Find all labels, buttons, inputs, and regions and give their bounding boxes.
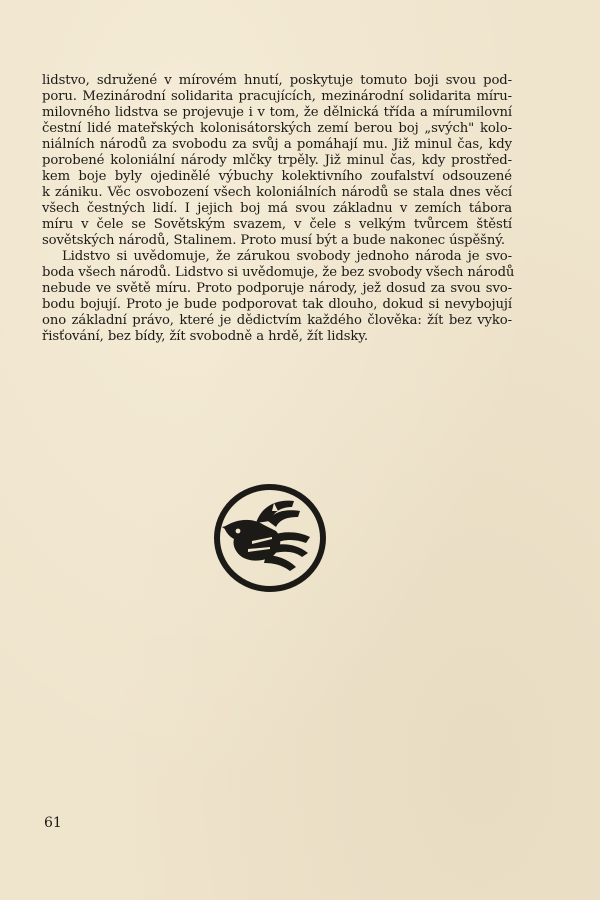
body-text	[42, 73, 515, 345]
text-line: porobené koloniální národy mlčky trpěly. Již minul čas, kdy prostřed-	[42, 153, 512, 168]
text-line: řisťování, bez bídy, žít svobodně a hrdě, žít lidsky.	[42, 329, 368, 344]
text-line: sovětských národů, Stalinem. Proto musí být a bude nakonec úspěšný.	[42, 233, 505, 248]
text-line: boda všech národů. Lidstvo si uvědomuje, že bez svobody všech národů	[42, 265, 515, 280]
text-line: poru. Mezinárodní solidarita pracujících, mezinárodní solidarita míru-	[42, 89, 512, 104]
text-line: kem boje byly ojedinělé výbuchy kolektivního zoufalství odsouzené	[42, 169, 512, 184]
text-line: ono základní právo, které je dědictvím každého člověka: žít bez vyko-	[42, 313, 512, 328]
dove-in-circle-icon	[212, 481, 328, 595]
text-line: bodu bojují. Proto je bude podporovat tak dlouho, dokud si nevybojují	[42, 297, 512, 312]
text-line: k zániku. Věc osvobození všech koloniálních národů se stala dnes věcí	[42, 185, 512, 200]
text-line: milovného lidstva se projevuje i v tom, že dělnická třída a mírumilovní	[42, 105, 512, 120]
text-line: čestní lidé mateřských kolonisátorských zemí berou boj „svých" kolo-	[42, 121, 512, 136]
page-number: 61	[44, 815, 62, 831]
text-line: nebude ve světě míru. Proto podporuje národy, jež dosud za svou svo-	[42, 281, 512, 296]
text-line: niálních národů za svobodu za svůj a pomáhají mu. Již minul čas, kdy	[42, 137, 512, 152]
text-line: míru v čele se Sovětským svazem, v čele s velkým tvůrcem štěstí	[42, 217, 512, 232]
text-line: Lidstvo si uvědomuje, že zárukou svobody jednoho národa je svo-	[62, 249, 512, 264]
text-line: všech čestných lidí. I jejich boj má svou základnu v zemích tábora	[42, 201, 512, 216]
text-line: lidstvo, sdružené v mírovém hnutí, poskytuje tomuto boji svou pod-	[42, 73, 512, 88]
